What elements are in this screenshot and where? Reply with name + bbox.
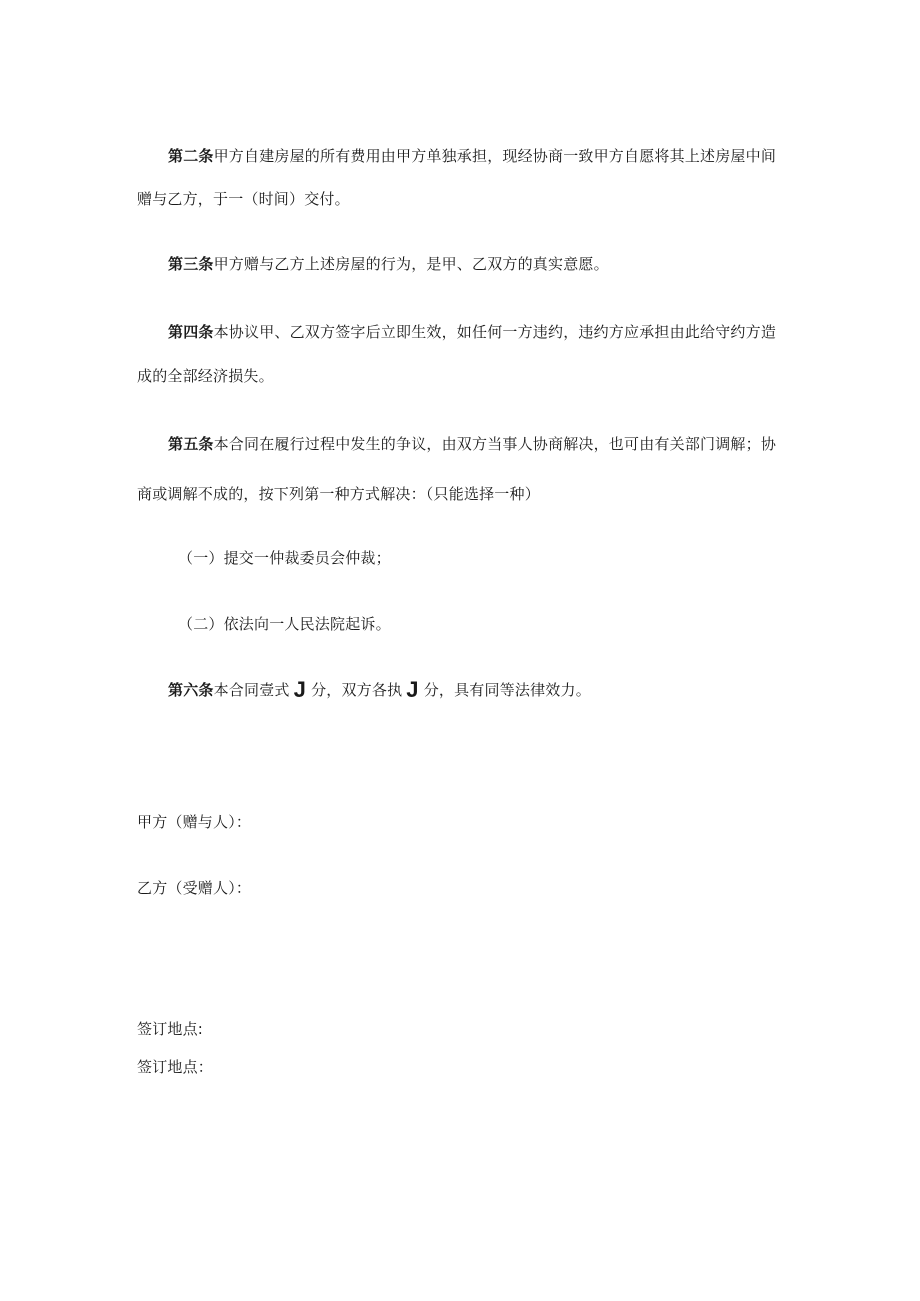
article-3-label: 第三条 <box>168 255 214 273</box>
copies-mark-2: J <box>406 677 419 702</box>
article-2-line-2: 赠与乙方，于一（时间）交付。 <box>137 190 350 208</box>
article-5-line-1 <box>168 434 776 454</box>
article-3-line-1 <box>168 254 609 274</box>
article-6-line-1 <box>168 677 591 702</box>
party-a-signature-label: 甲方（赠与人）： <box>137 813 252 831</box>
article-4-text: 本协议甲、乙双方签字后立即生效，如任何一方违约，违约方应承担由此给守约方造 <box>213 323 777 341</box>
article-6-label: 第六条 <box>168 681 214 699</box>
article-3-text: 甲方赠与乙方上述房屋的行为，是甲、乙双方的真实意愿。 <box>213 255 609 273</box>
article-5-label: 第五条 <box>168 435 214 453</box>
article-5-option-2: （二）依法向一人民法院起诉。 <box>178 615 391 633</box>
article-4-line-1 <box>168 322 776 342</box>
article-2-line-1 <box>168 146 776 166</box>
article-5-line-2: 商或调解不成的，按下列第一种方式解决：（只能选择一种） <box>137 485 540 503</box>
article-5-option-1: （一）提交一仲裁委员会仲裁； <box>178 549 391 567</box>
signing-place-label-2: 签订地点： <box>137 1058 214 1076</box>
article-6-text-b: 分，双方各执 <box>311 681 403 699</box>
article-4-line-2: 成的全部经济损失。 <box>137 367 274 385</box>
article-2-label: 第二条 <box>168 147 214 165</box>
copies-mark-1: J <box>293 677 307 702</box>
party-b-signature-label: 乙方（受赠人）： <box>137 879 252 897</box>
signing-place-label-1: 签订地点: <box>137 1020 204 1038</box>
article-6-text-c: 分，具有同等法律效力。 <box>423 681 591 699</box>
article-4-label: 第四条 <box>168 323 214 341</box>
article-2-text: 甲方自建房屋的所有费用由甲方单独承担，现经协商一致甲方自愿将其上述房屋中间 <box>213 147 777 165</box>
article-5-text: 本合同在履行过程中发生的争议，由双方当事人协商解决，也可由有关部门调解；协 <box>213 435 777 453</box>
article-6-text-a: 本合同壹式 <box>213 681 290 699</box>
